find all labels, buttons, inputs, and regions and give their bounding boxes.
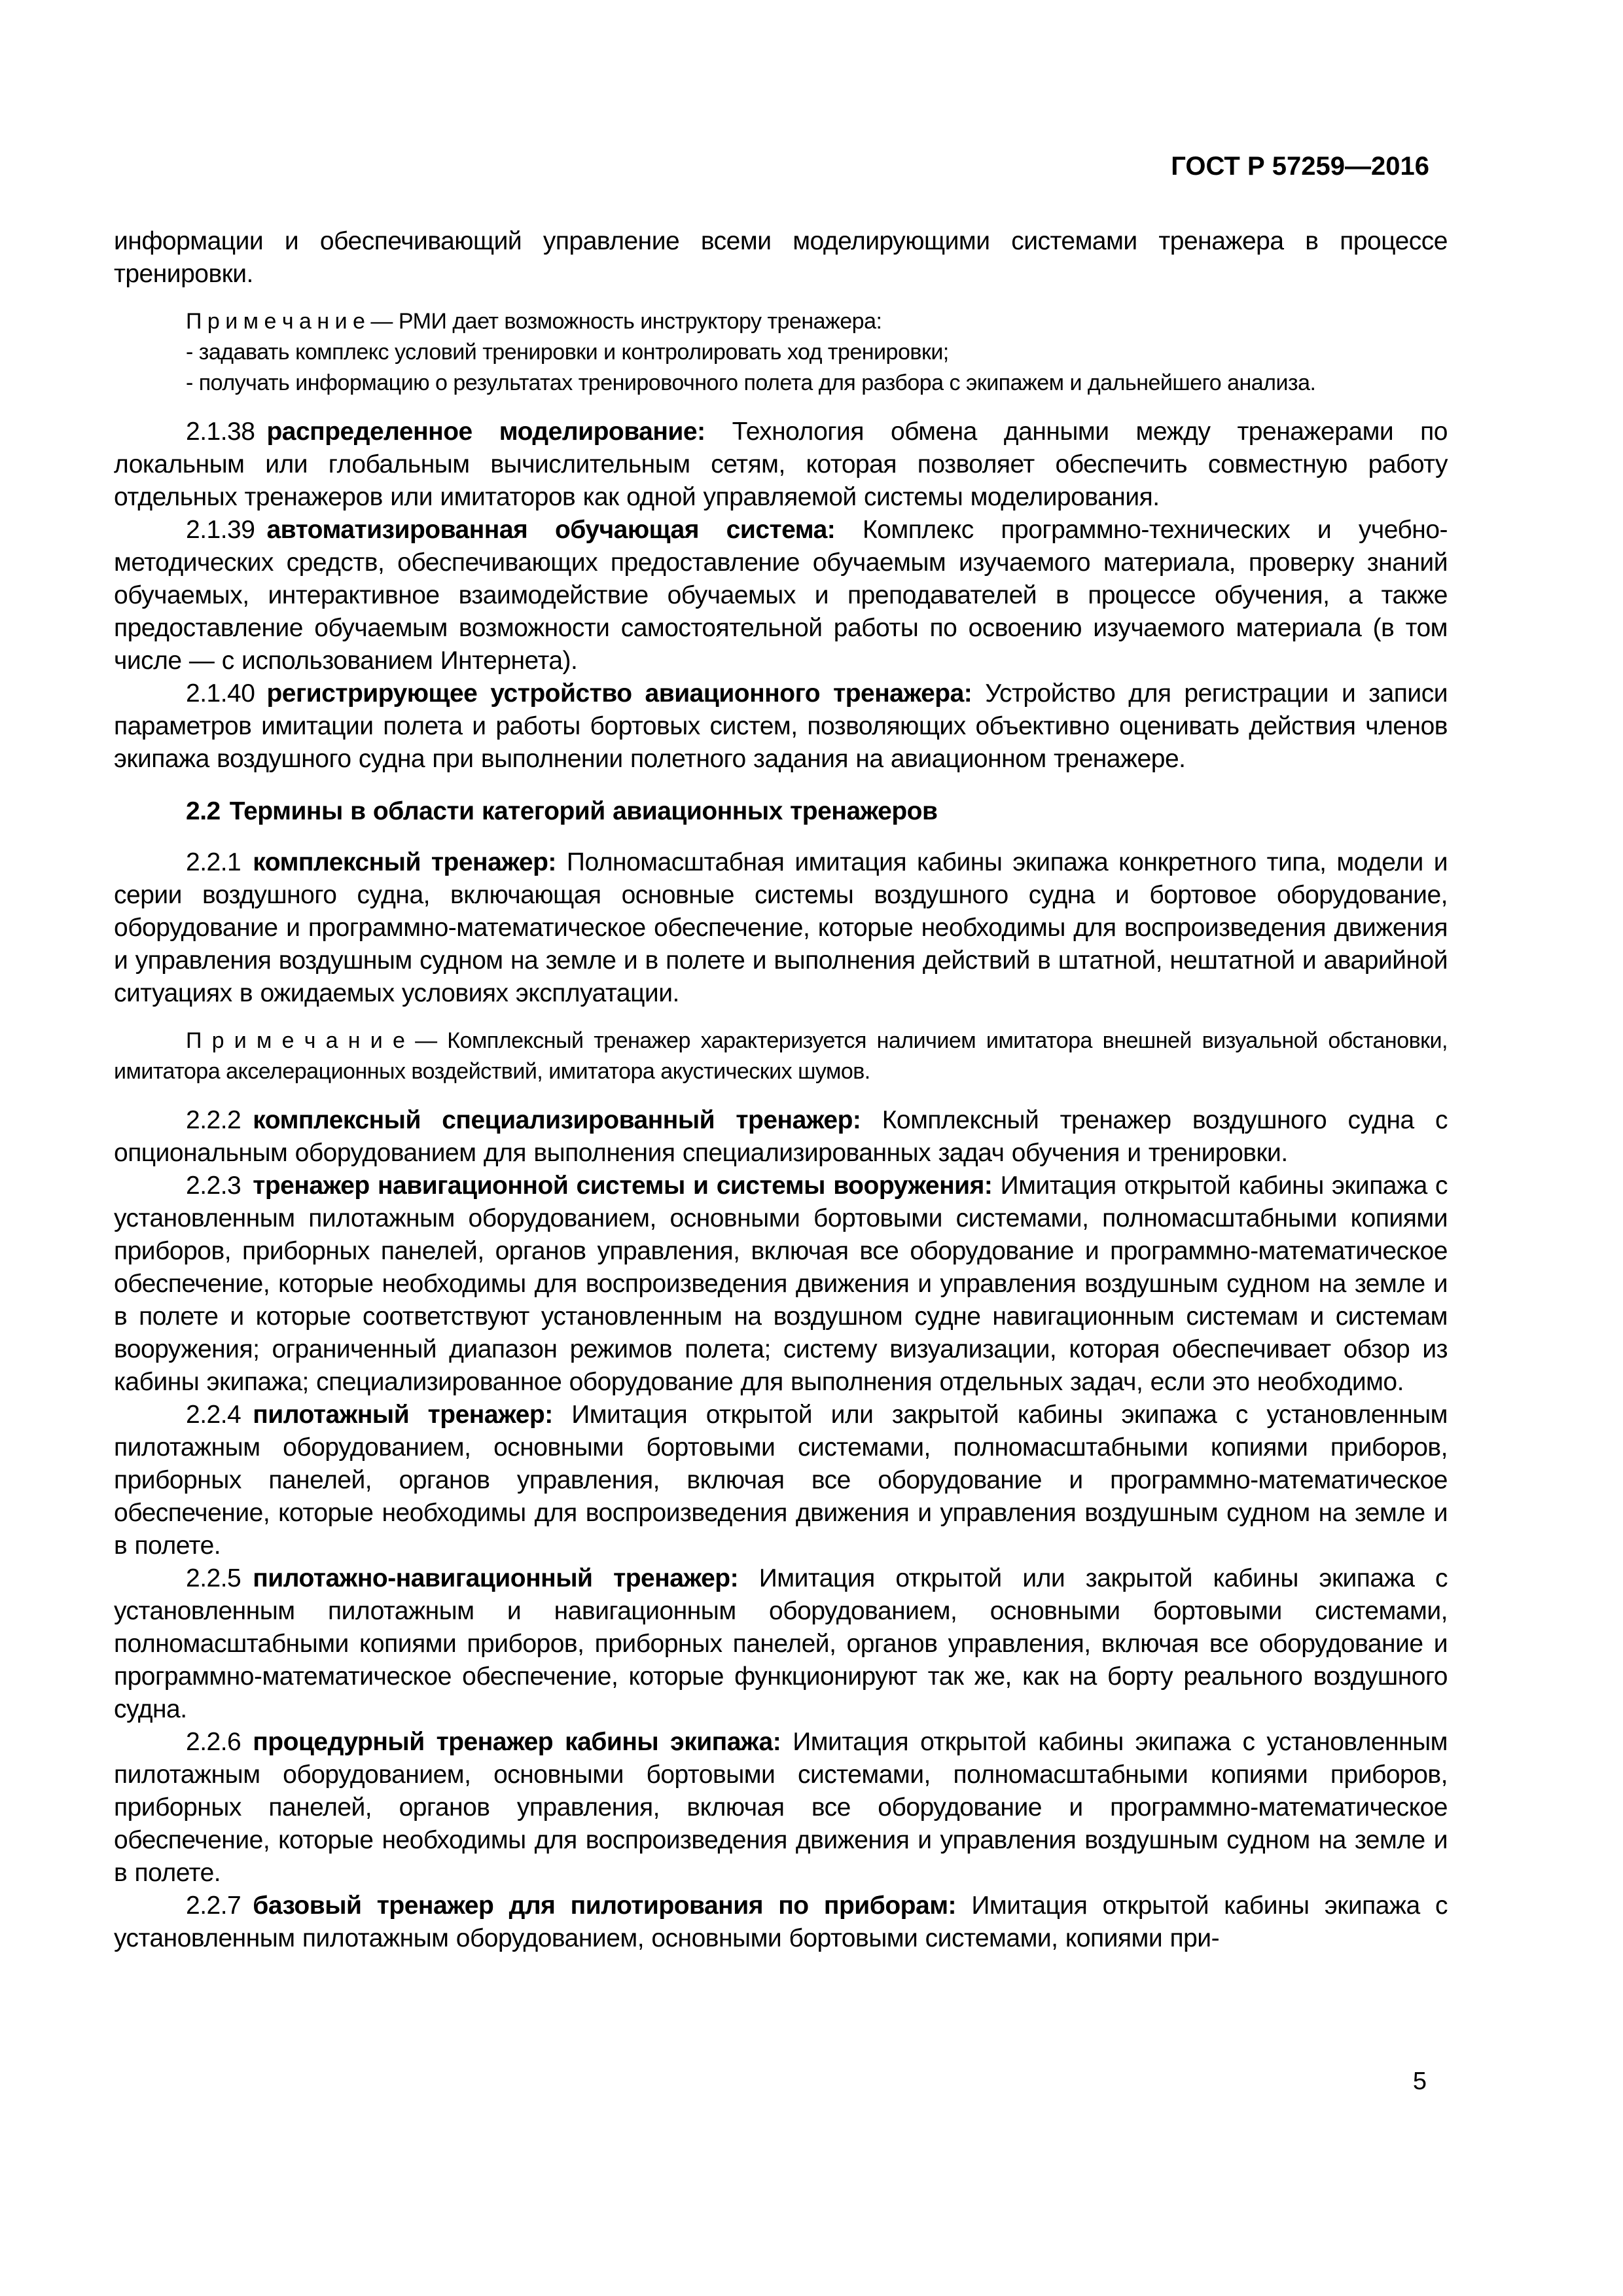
term-number: 2.2.4 [186,1401,241,1429]
term-definition: Полномасштабная имитация кабины экипажа конкретного типа, модели и серии воздушного судна, включающая основные системы воздушного судна и бортовое оборудование, оборудование и программно-математическое обеспечение, которые необходимы для воспроизведения движения и управления воздушным судном на земле и в полете и выполнения действий в штатной, нештатной и аварийной ситуациях в ожидаемых условиях эксплуатации. [114,848,1448,1007]
term-definition: Имитация открытой кабины экипажа с установленным пилотажным оборудованием, основными бортовыми системами, копиями при- [114,1892,1448,1952]
term-entry-2-1-38 [114,416,1448,514]
document-header: ГОСТ Р 57259—2016 [1171,152,1429,181]
term-title: комплексный специализированный тренажер: [253,1106,861,1134]
term-title: комплексный тренажер: [253,848,556,876]
term-number: 2.1.39 [186,516,255,544]
term-definition: Имитация открытой кабины экипажа с установленным пилотажным оборудованием, основными бортовыми системами, полномасштабными копиями приборов, приборных панелей, органов управления, включая все оборудование и программно-математическое обеспечение, которые необходимы для воспроизведения движения и управления воздушным судном на земле и в полете. [114,1728,1448,1887]
note-line: П р и м е ч а н и е — РМИ дает возможность инструктору тренажера: [186,309,882,334]
term-definition: Технология обмена данными между тренажерами по локальным или глобальным вычислительным сетям, которая позволяет обеспечить совместную работу отдельных тренажеров или имитаторов как одной управляемой системы моделирования. [114,418,1448,511]
term-entry-2-2-4 [114,1399,1448,1562]
term-title: распределенное моделирование: [266,418,705,446]
term-title: процедурный тренажер кабины экипажа: [253,1728,781,1756]
term-number: 2.2.6 [186,1728,241,1756]
term-title: пилотажно-навигационный тренажер: [253,1564,739,1592]
term-number: 2.2.3 [186,1172,241,1200]
note-block [114,306,1448,399]
term-entry-2-2-2 [114,1104,1448,1170]
note-block [114,1026,1448,1087]
term-entry-2-1-39 [114,514,1448,677]
term-title: тренажер навигационной системы и системы вооружения: [253,1172,993,1200]
term-number: 2.2.2 [186,1106,241,1134]
term-definition: Устройство для регистрации и записи параметров имитации полета и работы бортовых систем, позволяющих объективно оценивать действия членов экипажа воздушного судна при выполнении полетного задания на авиационном тренажере. [114,679,1448,773]
term-number: 2.2.7 [186,1892,241,1920]
term-title: автоматизированная обучающая система: [266,516,836,544]
intro-paragraph: информации и обеспечивающий управление всеми моделирующими системами тренажера в процессе тренировки. [114,227,1448,288]
term-title: базовый тренажер для пилотирования по приборам: [253,1892,957,1920]
term-entry-2-2-5 [114,1562,1448,1726]
term-entry-2-2-1 [114,846,1448,1010]
section-heading [114,795,1448,828]
term-definition: Имитация открытой или закрытой кабины экипажа с установленным пилотажным оборудованием, основными бортовыми системами, полномасштабными копиями приборов, приборных панелей, органов управления, включая все оборудование и программно-математическое обеспечение, которые необходимы для воспроизведения движения и управления воздушным судном на земле и в полете. [114,1401,1448,1560]
term-title: пилотажный тренажер: [253,1401,553,1429]
term-number: 2.2.1 [186,848,241,876]
term-number: 2.2.5 [186,1564,241,1592]
note-line: - получать информацию о результатах тренировочного полета для разбора с экипажем и дальнейшего анализа. [186,370,1316,395]
term-entry-2-2-6 [114,1726,1448,1890]
term-definition: Комплекс программно-технических и учебно-методических средств, обеспечивающих предоставление обучаемым изучаемого материала, проверку знаний обучаемых, интерактивное взаимодействие обучаемых и преподавателей в процессе обучения, а также предоставление обучаемым возможности самостоятельной работы по освоению изучаемого материала (в том числе — с использованием Интернета). [114,516,1448,675]
term-entry-2-1-40 [114,677,1448,776]
note-line: П р и м е ч а н и е — Комплексный тренажер характеризуется наличием имитатора внешней визуальной обстановки, имитатора акселерационных воздействий, имитатора акустических шумов. [114,1028,1448,1084]
term-number: 2.1.38 [186,418,255,446]
term-entry-2-2-3 [114,1170,1448,1399]
term-definition: Имитация открытой кабины экипажа с установленным пилотажным оборудованием, основными бортовыми системами, полномасштабными копиями приборов, приборных панелей, органов управления, включая все оборудование и программно-математическое обеспечение, которые необходимы для воспроизведения движения и управления воздушным судном на земле и в полете и которые соответствуют установленным на воздушном судне навигационным системам и системам вооружения; ограниченный диапазон режимов полета; систему визуализации, которая обеспечивает обзор из кабины экипажа; специализированное оборудование для выполнения отдельных задач, если это необходимо. [114,1172,1448,1396]
page-number: 5 [1412,2068,1427,2095]
note-line: - задавать комплекс условий тренировки и контролировать ход тренировки; [186,340,949,365]
term-number: 2.1.40 [186,679,255,708]
section-title: Термины в области категорий авиационных тренажеров [229,797,938,825]
section-number: 2.2 [186,797,221,825]
term-title: регистрирующее устройство авиационного тренажера: [266,679,972,708]
term-definition: Комплексный тренажер воздушного судна с опциональным оборудованием для выполнения специализированных задач обучения и тренировки. [114,1106,1448,1167]
term-definition: Имитация открытой или закрытой кабины экипажа с установленным пилотажным и навигационным оборудованием, основными бортовыми системами, полномасштабными копиями приборов, приборных панелей, органов управления, включая все оборудование и программно-математическое обеспечение, которые функционируют так же, как на борту реального воздушного судна. [114,1564,1448,1723]
term-entry-2-2-7 [114,1890,1448,1955]
